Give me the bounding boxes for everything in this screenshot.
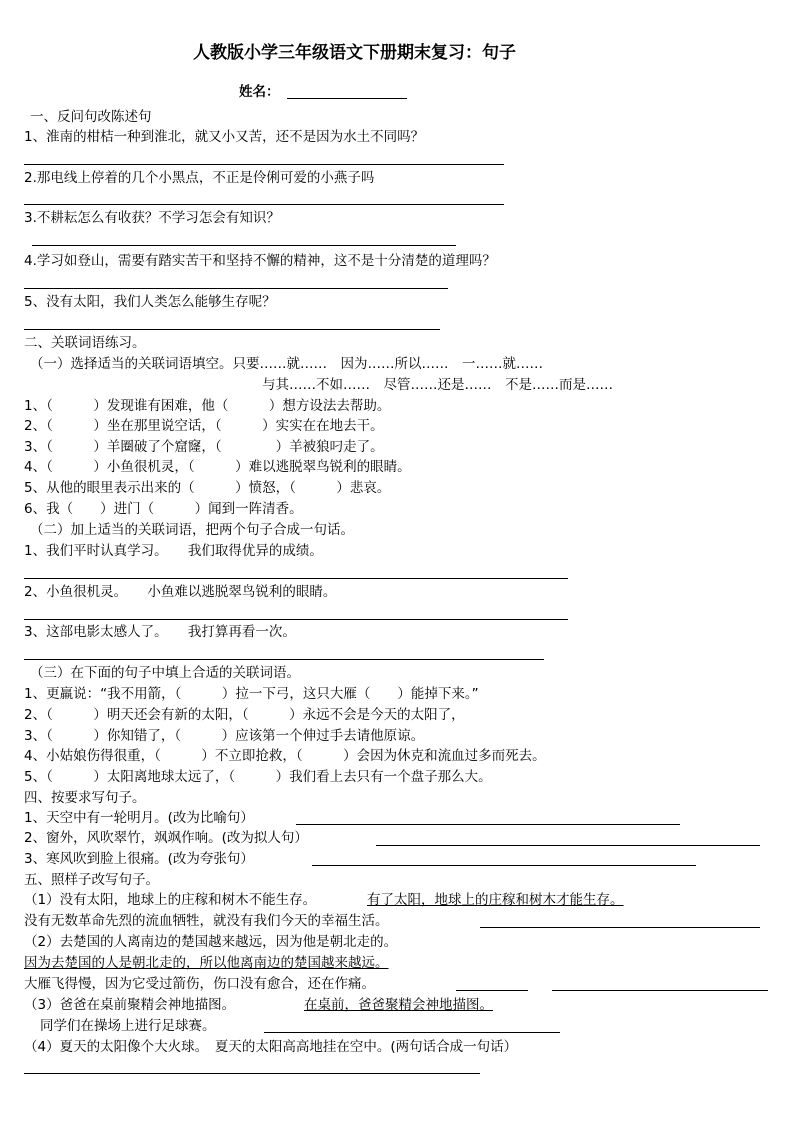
sec1-q1-answer-line[interactable] [24, 164, 504, 165]
sec2-part1-q4: 4、（ ）小鱼很机灵，（ ）难以逃脱翠鸟锐利的眼睛。 [24, 459, 411, 475]
section-2-heading: 二、关联词语练习。 [24, 335, 146, 351]
sec2-part3-q5: 5、（ ）太阳离地球太远了，（ ）我们看上去只有一个盘子那么大。 [24, 769, 492, 785]
sec2-part1-q1: 1、（ ）发现谁有困难，他（ ）想方设法去帮助。 [24, 398, 391, 414]
sec4-q3-answer-line[interactable] [312, 865, 696, 866]
sec4-q1-answer-line[interactable] [296, 824, 680, 825]
page-title: 人教版小学三年级语文下册期末复习：句子 [193, 43, 516, 63]
sec2-part3-q3: 3、（ ）你知错了，（ ）应该第一个伸过手去请他原谅。 [24, 728, 425, 744]
sec1-q4-answer-line[interactable] [24, 288, 448, 289]
sec5-example-3: （3）爸爸在桌前聚精会神地描图。 [24, 997, 236, 1013]
sec2-part1-q2: 2、（ ）坐在那里说空话，（ ）实实在在地去干。 [24, 418, 384, 434]
sec5-example-2-answer: 因为去楚国的人是朝北走的，所以他离南边的楚国越来越远。 [24, 955, 389, 971]
sec5-example-1: （1）没有太阳，地球上的庄稼和树木不能生存。 [24, 892, 317, 908]
sec1-q1: 1、淮南的柑桔一种到淮北，就又小又苦，还不是因为水土不同吗？ [24, 129, 425, 145]
sec5-ex3-answer-line[interactable] [264, 1032, 560, 1033]
sec5-example-2: （2）去楚国的人离南边的楚国越来越远，因为他是朝北走的。 [24, 934, 398, 950]
sec2-part3-q1: 1、更羸说：“我不用箭，（ ）拉一下弓，这只大雁（ ）能掉下来。” [24, 686, 479, 702]
sec1-q2: 2.那电线上停着的几个小黑点，不正是伶俐可爱的小燕子吗 [24, 170, 375, 186]
sec2-part2-q3-answer-line[interactable] [24, 659, 544, 660]
sec1-q5: 5、没有太阳，我们人类怎么能够生存呢？ [24, 294, 276, 310]
name-label: 姓名： [239, 84, 280, 100]
sec2-part1-q5: 5、从他的眼里表示出来的（ ）愤怒，（ ）悲哀。 [24, 480, 391, 496]
sec1-q5-answer-line[interactable] [24, 329, 440, 330]
sec5-ex4-answer-line[interactable] [24, 1073, 480, 1074]
sec5-ex1-answer-line[interactable] [480, 927, 760, 928]
sec1-q3-answer-line[interactable] [32, 245, 456, 246]
sec2-part3-q2: 2、（ ）明天还会有新的太阳，（ ）永远不会是今天的太阳了， [24, 707, 465, 723]
sec1-q2-answer-line[interactable] [24, 204, 504, 205]
sec2-part2-q3: 3、这部电影太感人了。 我打算再看一次。 [24, 624, 296, 640]
section-4-heading: 四、按要求写句子。 [24, 790, 146, 806]
sec4-q1: 1、天空中有一轮明月。(改为比喻句） [24, 810, 254, 826]
sec5-example-3-answer: 在桌前，爸爸聚精会神地描图。 [304, 997, 493, 1013]
sec5-ex1-question: 没有无数革命先烈的流血牺牲，就没有我们今天的幸福生活。 [24, 913, 389, 929]
sec5-ex2-answer-line-2[interactable] [552, 990, 768, 991]
sec5-ex3-question: 同学们在操场上进行足球赛。 [40, 1018, 216, 1034]
sec2-part3-instructions: （三）在下面的句子中填上合适的关联词语。 [30, 665, 300, 681]
sec5-ex2-answer-line-1[interactable] [456, 990, 528, 991]
sec2-part1-q6: 6、我（ ）进门（ ）闻到一阵清香。 [24, 501, 303, 517]
section-1-heading: 一、反问句改陈述句 [30, 109, 152, 125]
sec2-part1-instructions: （一）选择适当的关联词语填空。只要……就…… 因为……所以…… 一……就…… [30, 356, 543, 372]
sec2-part2-q2: 2、小鱼很机灵。 小鱼难以逃脱翠鸟锐利的眼睛。 [24, 584, 337, 600]
sec2-part2-q1-answer-line[interactable] [24, 578, 568, 579]
sec5-example-4: （4）夏天的太阳像个大火球。 夏天的太阳高高地挂在空中。(两句话合成一句话） [24, 1039, 518, 1055]
sec2-part2-instructions: （二）加上适当的关联词语，把两个句子合成一句话。 [30, 522, 354, 538]
section-5-heading: 五、照样子改写句子。 [24, 872, 159, 888]
sec2-part1-options: 与其……不如…… 尽管……还是…… 不是……而是…… [262, 377, 613, 393]
sec5-example-1-answer: 有了太阳，地球上的庄稼和树木才能生存。 [367, 892, 624, 908]
sec2-part2-q2-answer-line[interactable] [24, 619, 568, 620]
sec4-q2-answer-line[interactable] [376, 845, 760, 846]
sec2-part2-q1: 1、我们平时认真学习。 我们取得优异的成绩。 [24, 543, 323, 559]
sec1-q3: 3.不耕耘怎么有收获？不学习怎会有知识？ [24, 210, 280, 226]
sec2-part1-q3: 3、（ ）羊圈破了个窟窿，（ ）羊被狼叼走了。 [24, 439, 384, 455]
sec5-ex2-question: 大雁飞得慢，因为它受过箭伤，伤口没有愈合，还在作痛。 [24, 976, 375, 992]
name-blank[interactable] [287, 98, 407, 99]
sec2-part3-q4: 4、小姑娘伤得很重，（ ）不立即抢救，（ ）会因为休克和流血过多而死去。 [24, 748, 546, 764]
sec4-q2: 2、窗外，风吹翠竹，飒飒作响。(改为拟人句） [24, 830, 308, 846]
sec1-q4: 4.学习如登山，需要有踏实苦干和坚持不懈的精神，这不是十分清楚的道理吗？ [24, 253, 496, 269]
sec4-q3: 3、寒风吹到脸上很痛。(改为夸张句） [24, 851, 254, 867]
